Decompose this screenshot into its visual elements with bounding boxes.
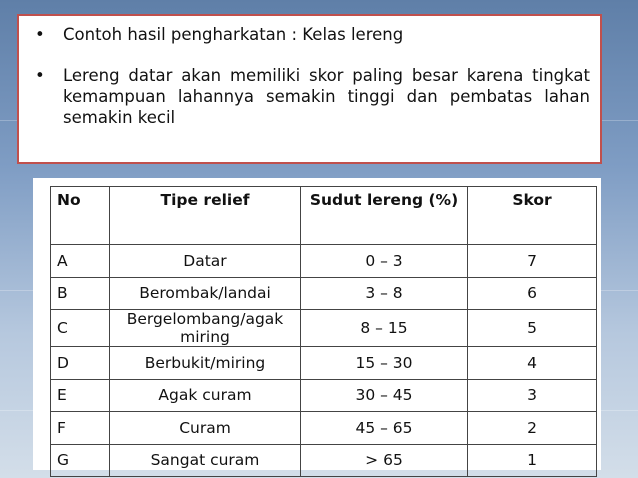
cell-no: C [51,310,110,347]
cell-sudut-lereng: 0 – 3 [301,245,468,278]
cell-no: B [51,277,110,310]
cell-skor: 1 [468,444,597,477]
cell-sudut-lereng: 30 – 45 [301,379,468,412]
header-skor: Skor [468,187,597,245]
table-row [51,347,597,380]
bullet-text-box [17,14,602,164]
cell-sudut-lereng: > 65 [301,444,468,477]
bullet-text: Lereng datar akan memiliki skor paling besar karena tingkat kemampuan lahannya semakin tinggi dan pembatas lahan semakin kecil [63,66,590,127]
cell-sudut-lereng: 8 – 15 [301,310,468,347]
table-row [51,310,597,347]
cell-tipe-relief: Datar [110,245,301,278]
bullet-item [31,24,590,45]
bullet-symbol: • [35,25,45,44]
cell-no: A [51,245,110,278]
cell-tipe-relief: Berombak/landai [110,277,301,310]
header-sudut-lereng: Sudut lereng (%) [301,187,468,245]
cell-skor: 3 [468,379,597,412]
cell-no: E [51,379,110,412]
header-no: No [51,187,110,245]
table-header-row [51,187,597,245]
cell-skor: 7 [468,245,597,278]
cell-skor: 5 [468,310,597,347]
cell-tipe-relief: Bergelombang/agak miring [110,310,301,347]
table-row [51,412,597,445]
cell-skor: 2 [468,412,597,445]
cell-sudut-lereng: 3 – 8 [301,277,468,310]
bullet-item [31,65,590,128]
cell-no: G [51,444,110,477]
table-row [51,245,597,278]
cell-no: D [51,347,110,380]
bullet-symbol: • [35,66,45,85]
cell-tipe-relief: Curam [110,412,301,445]
cell-tipe-relief: Berbukit/miring [110,347,301,380]
table-body [51,245,597,477]
table-panel [33,178,601,470]
table-row [51,444,597,477]
table-row [51,277,597,310]
table-row [51,379,597,412]
cell-skor: 6 [468,277,597,310]
cell-skor: 4 [468,347,597,380]
cell-tipe-relief: Agak curam [110,379,301,412]
bullet-text: Contoh hasil pengharkatan : Kelas lereng [63,25,404,44]
header-tipe-relief: Tipe relief [110,187,301,245]
cell-no: F [51,412,110,445]
cell-sudut-lereng: 15 – 30 [301,347,468,380]
cell-tipe-relief: Sangat curam [110,444,301,477]
slope-class-table [50,186,597,477]
cell-sudut-lereng: 45 – 65 [301,412,468,445]
